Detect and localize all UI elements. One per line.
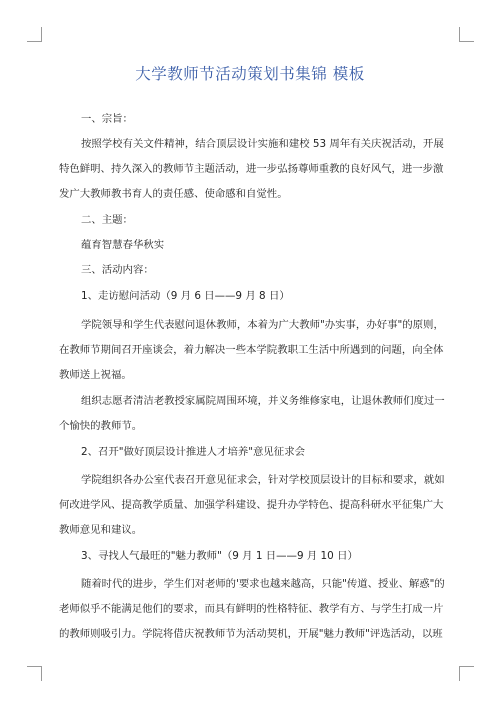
paragraph-line: 老师似乎不能满足他们的要求，而具有鲜明的性格特征、教学有方、与学生打成一片 bbox=[59, 603, 444, 615]
paragraph-line: 组织志愿者清洁老教授家属院周围环境，并义务维修家电，让退休教师们度过一 bbox=[81, 395, 445, 407]
crop-mark-bottom-right bbox=[459, 666, 474, 681]
subheading-activity-1: 1、走访慰问活动（9 月 6 日——9 月 8 日） bbox=[81, 290, 290, 302]
paragraph-line: 学院组织各办公室代表召开意见征求会，针对学校顶层设计的目标和要求，就如 bbox=[81, 474, 445, 486]
crop-mark-top-left bbox=[27, 27, 42, 42]
document-title: 大学教师节活动策划书集锦 模板 bbox=[135, 65, 365, 83]
section-heading-activities: 三、活动内容： bbox=[81, 264, 154, 276]
paragraph-line: 的教师则吸引力。学院将借庆祝教师节为活动契机，开展"魅力教师"评选活动，以班 bbox=[59, 628, 443, 640]
section-heading-theme: 二、主题： bbox=[81, 214, 133, 226]
section-heading-purpose: 一、宗旨： bbox=[81, 113, 133, 125]
paragraph-line: 教师意见和建议。 bbox=[59, 524, 143, 536]
paragraph-line: 个愉快的教师节。 bbox=[59, 420, 143, 432]
crop-mark-top-right bbox=[459, 27, 474, 42]
crop-mark-bottom-left bbox=[27, 666, 42, 681]
subheading-activity-2: 2、召开"做好顶层设计推进人才培养"意见征求会 bbox=[81, 446, 305, 458]
paragraph-line: 学院领导和学生代表慰问退休教师，本着为广大教师"办实事，办好事"的原则， bbox=[81, 319, 444, 331]
paragraph-line: 在教师节期间召开座谈会，着力解决一些本学院教职工生活中所遇到的问题，向全体 bbox=[59, 344, 444, 356]
paragraph-line: 特色鲜明、持久深入的教师节主题活动，进一步弘扬尊师重教的良好风气，进一步激 bbox=[59, 163, 444, 175]
paragraph-line: 发广大教师教书育人的责任感、使命感和自觉性。 bbox=[59, 188, 288, 200]
theme-text: 蕴育智慧春华秋实 bbox=[81, 239, 165, 251]
paragraph-line: 随着时代的进步，学生们对老师的'要求也越来越高，只能"传道、授业、解惑"的 bbox=[81, 578, 445, 590]
subheading-activity-3: 3、寻找人气最旺的"魅力教师"（9 月 1 日——9 月 10 日） bbox=[81, 550, 358, 562]
paragraph-line: 何改进学风、提高教学质量、加强学科建设、提升办学特色、提高科研水平征集广大 bbox=[59, 499, 444, 511]
paragraph-line: 教师送上祝福。 bbox=[59, 369, 132, 381]
paragraph-line: 按照学校有关文件精神，结合顶层设计实施和建校 53 周年有关庆祝活动，开展 bbox=[81, 138, 444, 150]
